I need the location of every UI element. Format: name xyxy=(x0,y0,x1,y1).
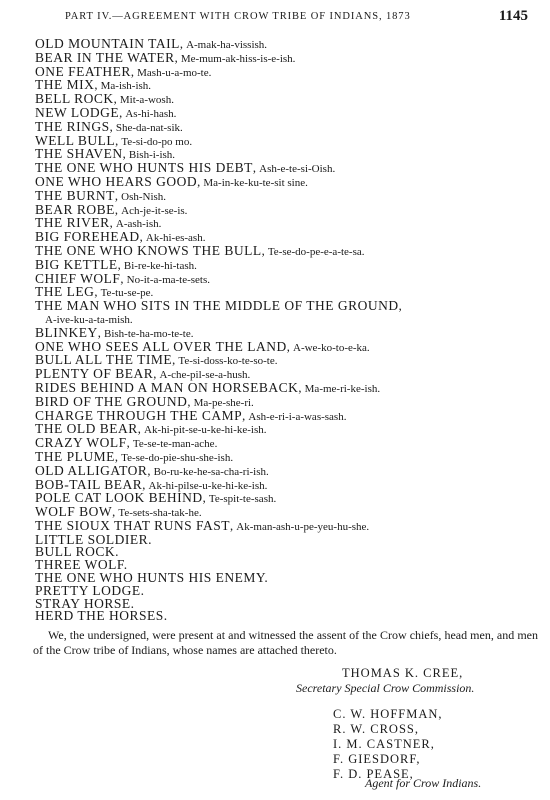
signatory-translation: Ma-me-ri-ke-ish. xyxy=(304,382,381,395)
signatory-entry: THE OLD BEAR, Ak-hi-pit-se-u-ke-hi-ke-ish. xyxy=(35,421,267,437)
signatory-entry: CRAZY WOLF, Te-se-te-man-ache. xyxy=(35,435,218,451)
page-header xyxy=(0,8,550,28)
signatory-name: THE SIOUX THAT RUNS FAST xyxy=(35,517,231,533)
signatory-translation: Ma-pe-she-ri. xyxy=(193,396,254,409)
signatory-name: BEAR IN THE WATER xyxy=(35,49,175,65)
signatory-translation: Osh-Nish. xyxy=(121,190,167,203)
signatory-name: THE SHAVEN xyxy=(35,146,123,162)
signatory-entry: BLINKEY, Bish-te-ha-mo-te-te. xyxy=(35,324,194,340)
signatory-entry: CHIEF WOLF, No-it-a-ma-te-sets. xyxy=(35,270,211,286)
signatory-name: CHARGE THROUGH THE CAMP xyxy=(35,407,243,423)
signatory-name: THE PLUME xyxy=(35,448,115,464)
signatory-name: BELL ROCK xyxy=(35,91,114,107)
attestation-paragraph: We, the undersigned, were present at and witnessed the assent of the Crow chiefs, head men, and men of the Crow tribe of Indians, whose names are attached thereto. xyxy=(33,628,538,657)
signatory-name: THE ONE WHO HUNTS HIS ENEMY. xyxy=(35,570,269,586)
signatory-name: BEAR ROBE xyxy=(35,201,115,217)
signatory-translation: Ak-hi-es-ash. xyxy=(145,232,206,245)
witness-name: I. M. CASTNER, xyxy=(333,737,435,751)
signatory-entry: POLE CAT LOOK BEHIND, Te-spit-te-sash. xyxy=(35,490,277,506)
signatory-entry: THE SHAVEN, Bish-i-ish. xyxy=(35,146,176,162)
signatory-name: STRAY HORSE. xyxy=(35,595,135,611)
witness-name: C. W. HOFFMAN, xyxy=(333,707,443,721)
signatory-name: PLENTY OF BEAR xyxy=(35,366,154,382)
signatory-entry: OLD ALLIGATOR, Bo-ru-ke-he-sa-cha-ri-ish. xyxy=(35,462,269,478)
signatory-entry: BULL ALL THE TIME, Te-si-doss-ko-te-so-te. xyxy=(35,352,278,368)
signatory-translation: Ach-je-it-se-is. xyxy=(121,204,188,217)
signatory-entry: THE RINGS, She-da-nat-sik. xyxy=(35,118,183,134)
signatory-name: THREE WOLF. xyxy=(35,557,128,573)
signatory-translation: Mit-a-wosh. xyxy=(119,94,174,107)
signatory-translation: A-che-pil-se-a-hush. xyxy=(159,369,251,382)
page-number: 1145 xyxy=(498,8,528,24)
signatory-translation: Te-se-do-pe-e-a-te-sa. xyxy=(267,245,365,258)
signatory-translation: Ash-e-te-si-Oish. xyxy=(259,163,336,176)
signatory-entry xyxy=(35,610,535,623)
signatory-translation: Me-mum-ak-hiss-is-e-ish. xyxy=(180,52,296,65)
signatory-translation: No-it-a-ma-te-sets. xyxy=(126,273,211,286)
signatory-name: ONE WHO SEES ALL OVER THE LAND xyxy=(35,338,287,354)
signatory-name: THE OLD BEAR xyxy=(35,421,138,437)
signatory-translation: Te-se-te-man-ache. xyxy=(132,438,218,451)
signatory-entry: RIDES BEHIND A MAN ON HORSEBACK, Ma-me-ri-ke-ish. xyxy=(35,379,381,395)
signatory-entry: CHARGE THROUGH THE CAMP, Ash-e-ri-i-a-was-sash. xyxy=(35,407,347,423)
signatory-list xyxy=(35,38,535,623)
signatory-name: BIG KETTLE xyxy=(35,256,118,272)
signatory-translation: Ash-e-ri-i-a-was-sash. xyxy=(248,410,347,423)
signatory-entry: ONE WHO HEARS GOOD, Ma-in-ke-ku-te-sit sine. xyxy=(35,173,308,189)
signatory-name: BOB-TAIL BEAR xyxy=(35,476,143,492)
signatory-entry: THE RIVER, A-ash-ish. xyxy=(35,215,162,231)
signatory-name: THE LEG xyxy=(35,284,95,300)
signatory-name: PRETTY LODGE. xyxy=(35,582,145,598)
signatory-translation: Te-spit-te-sash. xyxy=(208,493,277,506)
signatory-name: NEW LODGE xyxy=(35,104,120,120)
witness-name: F. GIESDORF, xyxy=(333,752,421,766)
signatory-translation: A-we-ko-to-e-ka. xyxy=(293,341,370,354)
signatory-name: BLINKEY xyxy=(35,324,98,340)
signatory-translation: Ma-ish-ish. xyxy=(100,80,152,93)
signatory-entry: BEAR IN THE WATER, Me-mum-ak-hiss-is-e-ish. xyxy=(35,49,296,65)
signatory-translation: Ma-in-ke-ku-te-sit sine. xyxy=(203,176,308,189)
signatory-name: THE ONE WHO KNOWS THE BULL xyxy=(35,242,262,258)
signatory-name: POLE CAT LOOK BEHIND xyxy=(35,490,203,506)
signature-title: Secretary Special Crow Commission. xyxy=(296,681,475,695)
signatory-name: BULL ALL THE TIME xyxy=(35,352,173,368)
signatory-entry: THE ONE WHO KNOWS THE BULL, Te-se-do-pe-e-a-te-sa. xyxy=(35,242,365,258)
signatory-name: HERD THE HORSES. xyxy=(35,608,168,624)
signatory-name: THE MAN WHO SITS IN THE MIDDLE OF THE GROUND xyxy=(35,298,399,314)
signatory-translation: A-ash-ish. xyxy=(115,218,162,231)
signatory-translation: Te-se-do-pie-shu-she-ish. xyxy=(121,451,234,464)
signatory-name: BIG FOREHEAD xyxy=(35,229,140,245)
signatory-entry: BIG FOREHEAD, Ak-hi-es-ash. xyxy=(35,229,206,245)
signatory-name: CHIEF WOLF xyxy=(35,270,121,286)
signatory-translation: Te-si-do-po mo. xyxy=(121,135,193,148)
signatory-entry: BIG KETTLE, Bi-re-ke-hi-tash. xyxy=(35,256,197,272)
signatory-translation: Bish-te-ha-mo-te-te. xyxy=(104,327,194,340)
signatory-name: CRAZY WOLF xyxy=(35,435,127,451)
signatory-name: THE BURNT xyxy=(35,187,115,203)
signatory-name: RIDES BEHIND A MAN ON HORSEBACK xyxy=(35,379,299,395)
signature-name: THOMAS K. CREE, xyxy=(342,666,464,680)
signatory-name: ONE WHO HEARS GOOD xyxy=(35,173,198,189)
agent-title: Agent for Crow Indians. xyxy=(365,776,482,790)
witness-name: F. D. PEASE, xyxy=(333,767,414,781)
signatory-name: LITTLE SOLDIER. xyxy=(35,531,152,547)
signatory-translation: Ak-hi-pilse-u-ke-hi-ke-ish. xyxy=(148,479,268,492)
signatory-entry: ONE FEATHER, Mash-u-a-mo-te. xyxy=(35,63,212,79)
signatory-name: BIRD OF THE GROUND xyxy=(35,393,188,409)
signatory-translation: Te-sets-sha-tak-he. xyxy=(118,507,202,520)
signatory-name: WOLF BOW xyxy=(35,504,113,520)
signatory-translation: Te-tu-se-pe. xyxy=(100,287,154,300)
signatory-entry: BIRD OF THE GROUND, Ma-pe-she-ri. xyxy=(35,393,254,409)
signatory-entry: THE MAN WHO SITS IN THE MIDDLE OF THE GROUND, A-ive-ku-a-ta-mish. xyxy=(35,298,402,326)
signatory-entry: ONE WHO SEES ALL OVER THE LAND, A-we-ko-to-e-ka. xyxy=(35,338,370,354)
witness-list xyxy=(333,707,443,782)
signatory-entry: THE LEG, Te-tu-se-pe. xyxy=(35,284,154,300)
running-title: PART IV.—AGREEMENT WITH CROW TRIBE OF INDIANS, 1873 xyxy=(65,11,411,22)
signatory-entry: BELL ROCK, Mit-a-wosh. xyxy=(35,91,174,107)
signatory-entry: BOB-TAIL BEAR, Ak-hi-pilse-u-ke-hi-ke-ish. xyxy=(35,476,268,492)
signatory-translation: Ak-man-ash-u-pe-yeu-hu-she. xyxy=(236,520,370,533)
signatory-entry: WOLF BOW, Te-sets-sha-tak-he. xyxy=(35,504,202,520)
signatory-entry: OLD MOUNTAIN TAIL, A-mak-ha-vissish. xyxy=(35,36,268,51)
signatory-entry: PLENTY OF BEAR, A-che-pil-se-a-hush. xyxy=(35,366,251,382)
signatory-translation: Ak-hi-pit-se-u-ke-hi-ke-ish. xyxy=(144,424,267,437)
signatory-entry: THE MIX, Ma-ish-ish. xyxy=(35,77,152,93)
signatory-entry: WELL BULL, Te-si-do-po mo. xyxy=(35,132,193,148)
signatory-entry: THE SIOUX THAT RUNS FAST, Ak-man-ash-u-pe-yeu-hu-she. xyxy=(35,517,370,533)
signatory-entry: BEAR ROBE, Ach-je-it-se-is. xyxy=(35,201,188,217)
signatory-translation: Bish-i-ish. xyxy=(128,149,176,162)
signatory-entry: NEW LODGE, As-hi-hash. xyxy=(35,104,177,120)
signatory-translation: She-da-nat-sik. xyxy=(115,121,183,134)
signatory-name: ONE FEATHER xyxy=(35,63,131,79)
signatory-name: THE RIVER xyxy=(35,215,110,231)
signatory-translation: Bo-ru-ke-he-sa-cha-ri-ish. xyxy=(153,465,269,478)
signatory-entry: THE PLUME, Te-se-do-pie-shu-she-ish. xyxy=(35,448,234,464)
signatory-translation: Mash-u-a-mo-te. xyxy=(137,66,212,79)
signatory-entry: THE ONE WHO HUNTS HIS DEBT, Ash-e-te-si-Oish. xyxy=(35,160,336,176)
signatory-translation: A-mak-ha-vissish. xyxy=(186,39,268,51)
witness-name: R. W. CROSS, xyxy=(333,722,419,736)
signatory-translation: Bi-re-ke-hi-tash. xyxy=(123,259,197,272)
signatory-name: OLD ALLIGATOR xyxy=(35,462,148,478)
signatory-name: THE RINGS xyxy=(35,118,110,134)
signatory-name: BULL ROCK. xyxy=(35,544,120,560)
signatory-translation: A-ive-ku-a-ta-mish. xyxy=(45,313,133,326)
signatory-name: THE ONE WHO HUNTS HIS DEBT xyxy=(35,160,253,176)
signatory-name: THE MIX xyxy=(35,77,95,93)
signatory-entry: THE BURNT, Osh-Nish. xyxy=(35,187,167,203)
signatory-name: WELL BULL xyxy=(35,132,116,148)
signatory-translation: As-hi-hash. xyxy=(125,107,177,120)
signatory-translation: Te-si-doss-ko-te-so-te. xyxy=(178,355,278,368)
signatory-name: OLD MOUNTAIN TAIL xyxy=(35,36,180,51)
